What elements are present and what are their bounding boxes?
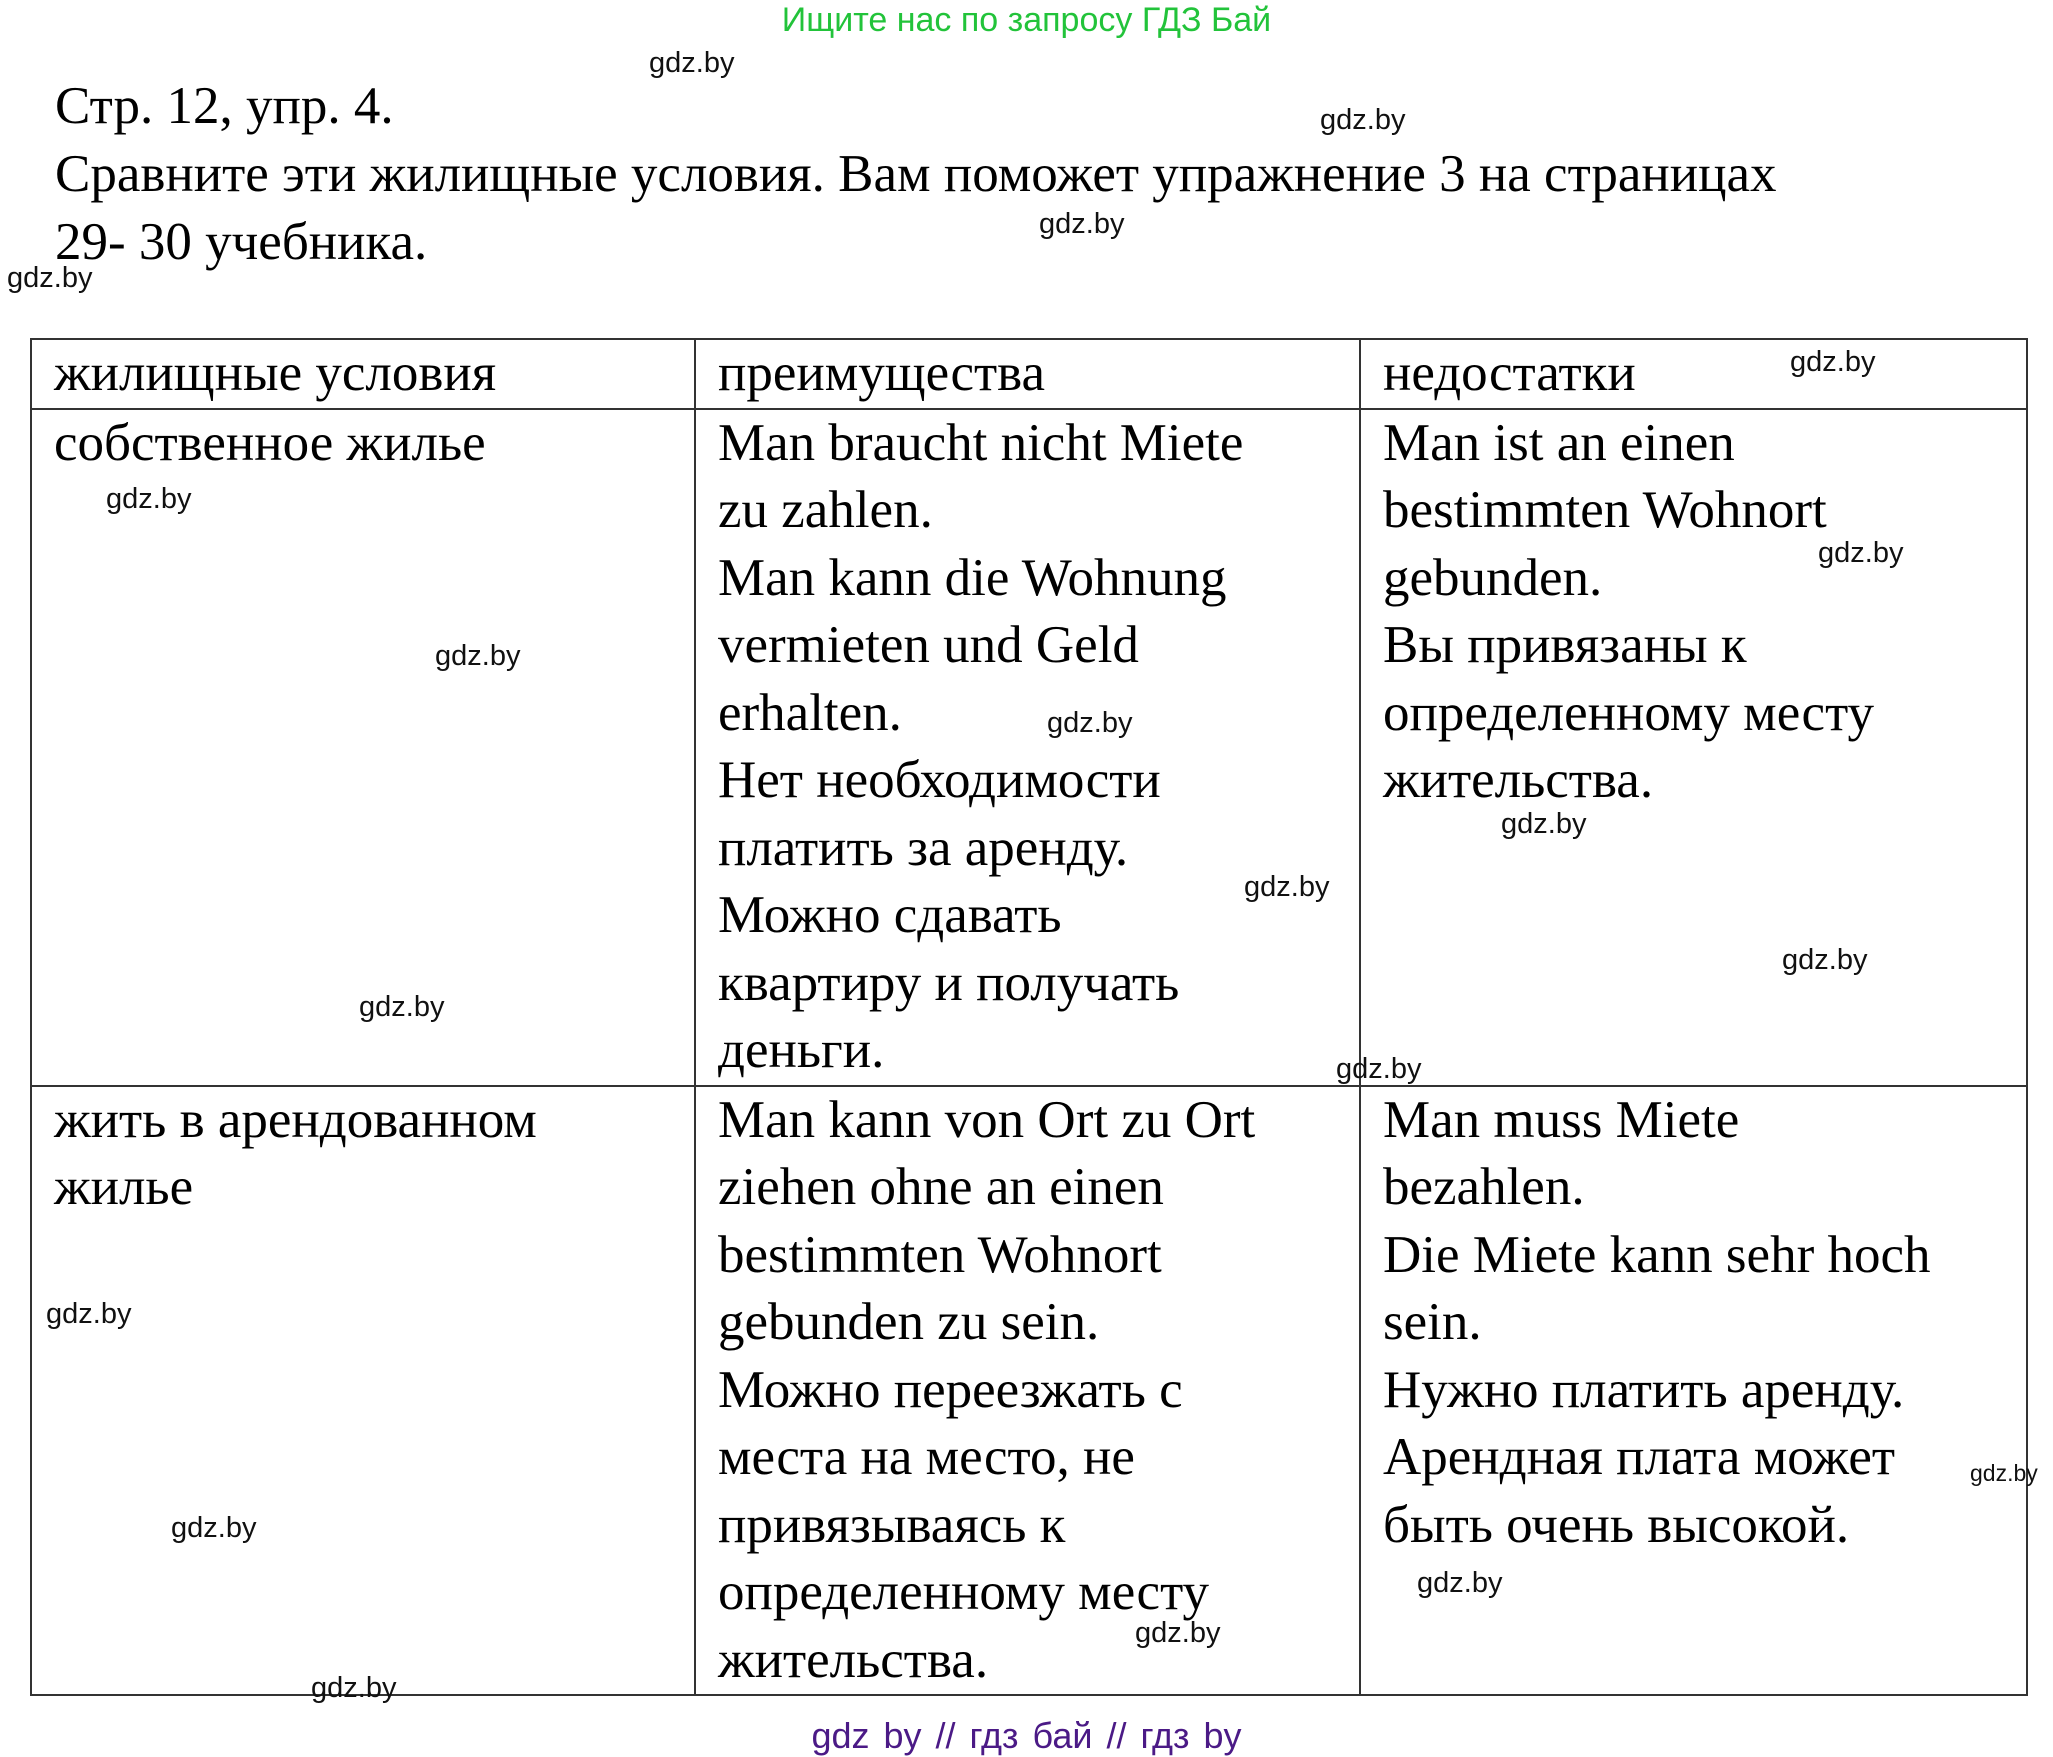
exercise-heading <box>55 72 1777 276</box>
cell-text: bestimmten Wohnort <box>1383 481 1827 539</box>
watermark: gdz.by <box>1244 871 1330 903</box>
watermark: gdz.by <box>46 1298 132 1330</box>
watermark: gdz.by <box>7 262 93 294</box>
cell-condition <box>31 1086 695 1696</box>
cell-text: квартиру и получать <box>718 953 1180 1012</box>
cell-text: Вы привязаны к <box>1383 616 1747 674</box>
cell-text: Можно сдавать <box>718 886 1062 944</box>
watermark: gdz.by <box>1417 1567 1503 1599</box>
watermark: gdz.by <box>106 483 192 515</box>
cell-text: gebunden. <box>1383 548 1603 607</box>
cell-text: платить за аренду. <box>718 818 1129 877</box>
cell-text: Нужно платить аренду. <box>1383 1360 1905 1419</box>
cell-text: Man kann von Ort zu Ort <box>718 1090 1256 1149</box>
exercise-instruction-cont: 29- 30 учебника. <box>55 213 428 271</box>
watermark: gdz.by <box>359 991 445 1023</box>
watermark: gdz.by <box>1135 1617 1221 1649</box>
cell-text: жительства. <box>1383 751 1654 809</box>
watermark: gdz.by <box>435 640 521 672</box>
cell-disadvantages <box>1360 1086 2027 1696</box>
cell-text: Man ist an einen <box>1383 413 1735 472</box>
header-advantages: преимущества <box>695 339 1360 409</box>
watermark: gdz.by <box>1790 346 1876 378</box>
exercise-reference: Стр. 12, упр. 4. <box>55 77 394 135</box>
header-conditions: жилищные условия <box>31 339 695 409</box>
cell-text: bezahlen. <box>1383 1158 1585 1216</box>
cell-text: определенному месту <box>718 1563 1210 1621</box>
cell-text: zu zahlen. <box>718 481 933 539</box>
exercise-instruction: Сравните эти жилищные условия. Вам поможет упражнение 3 на страницах <box>55 145 1777 203</box>
cell-text: Man braucht nicht Miete <box>718 413 1244 472</box>
watermark: gdz.by <box>1039 208 1125 240</box>
watermark: gdz.by <box>311 1672 397 1704</box>
cell-text: привязываясь к <box>718 1495 1066 1554</box>
watermark: gdz.by <box>649 47 735 79</box>
header-disadvantages: недостатки <box>1360 339 2027 409</box>
cell-text: определенному месту <box>1383 683 1875 742</box>
cell-text: жительства. <box>718 1630 989 1689</box>
watermark: gdz.by <box>1970 1460 2038 1486</box>
cell-advantages <box>695 1086 1360 1696</box>
cell-disadvantages <box>1360 409 2027 1086</box>
watermark: gdz.by <box>1336 1053 1422 1085</box>
cell-advantages <box>695 409 1360 1086</box>
cell-text: Man muss Miete <box>1383 1090 1740 1149</box>
cell-text: собственное жилье <box>54 413 486 472</box>
cell-text: Man kann die Wohnung <box>718 548 1227 607</box>
cell-text: места на место, не <box>718 1428 1135 1486</box>
cell-text: sein. <box>1383 1293 1482 1351</box>
cell-text: erhalten. <box>718 683 902 742</box>
cell-text: Можно переезжать с <box>718 1360 1183 1419</box>
cell-text: bestimmten Wohnort <box>718 1225 1162 1284</box>
watermark: gdz.by <box>171 1512 257 1544</box>
cell-text: жить в арендованном <box>54 1090 537 1149</box>
cell-text: Арендная плата может <box>1383 1428 1896 1486</box>
cell-text: быть очень высокой. <box>1383 1495 1850 1554</box>
footer-links: gdz by // гдз бай // гдз by <box>811 1715 1242 1756</box>
comparison-table <box>30 338 2028 1696</box>
table-row <box>31 409 2027 1086</box>
cell-text: Die Miete kann sehr hoch <box>1383 1225 1931 1284</box>
watermark: gdz.by <box>1818 537 1904 569</box>
watermark: gdz.by <box>1320 104 1406 136</box>
cell-text: ziehen ohne an einen <box>718 1158 1164 1216</box>
cell-text: gebunden zu sein. <box>718 1293 1100 1351</box>
cell-text: жилье <box>54 1158 194 1216</box>
table-row <box>31 1086 2027 1696</box>
cell-text: vermieten und Geld <box>718 616 1139 674</box>
watermark: gdz.by <box>1501 808 1587 840</box>
cell-text: деньги. <box>718 1021 885 1079</box>
search-banner: Ищите нас по запросу ГДЗ Бай <box>781 1 1272 39</box>
cell-text: Нет необходимости <box>718 751 1161 809</box>
watermark: gdz.by <box>1782 944 1868 976</box>
table-header-row <box>31 339 2027 409</box>
watermark: gdz.by <box>1047 707 1133 739</box>
